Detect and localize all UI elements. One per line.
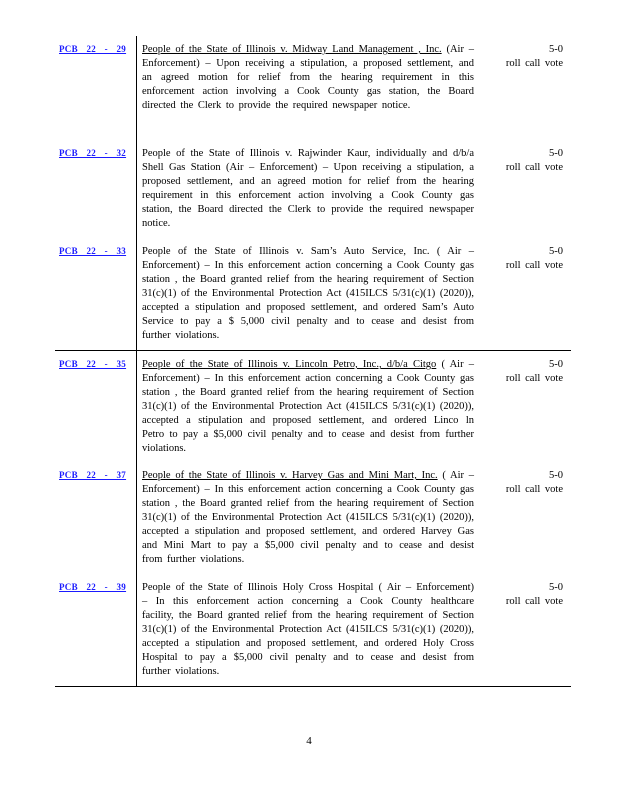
case-body: ( Air – Enforcement) – In this enforcement action concerning a Cook County gas station , the Board granted relief from the hearing requirement of Section 31(c)(1) of the Environmental Protection Act (415ILCS 5/31(c)(1) (2020)), accepted a stipulation and proposed settlement, and ordered Linco ln Petro to pay a $5,000 civil penalty and to cease and desist from further violations. bbox=[142, 359, 474, 454]
vote-type: roll call vote bbox=[505, 162, 563, 173]
table-row bbox=[55, 574, 571, 686]
case-number-link[interactable]: PCB 22 - 39 bbox=[59, 582, 127, 592]
case-number-link[interactable]: PCB 22 - 32 bbox=[59, 148, 127, 158]
case-body: People of the State of Illinois v. Rajwinder Kaur, individually and d/b/a Shell Gas Station (Air – Enforcement) – Upon receiving a stipulation, a proposed settlement, and an agreed motion for relief from the hearing requirement in this enforcement action involving a Cook County gas station, the Board directed the Clerk to provide the required newspaper notice. bbox=[142, 148, 474, 229]
page-number: 4 bbox=[306, 735, 312, 747]
vote-count: 5-0 bbox=[549, 582, 563, 593]
table-row bbox=[55, 140, 571, 238]
case-description bbox=[142, 147, 474, 231]
case-number-link[interactable]: PCB 22 - 37 bbox=[59, 470, 127, 480]
table-row bbox=[55, 36, 571, 140]
vote-count: 5-0 bbox=[549, 359, 563, 370]
case-description bbox=[142, 469, 474, 567]
case-title: People of the State of Illinois v. Harvey Gas and Mini Mart, Inc. bbox=[142, 470, 438, 481]
vote-result bbox=[503, 358, 563, 386]
case-body: ( Air – Enforcement) – In this enforcement action concerning a Cook County gas station , the Board granted relief from the hearing requirement of Section 31(c)(1) of the Environmental Protection Act (415ILCS 5/31(c)(1) (2020)), accepted a stipulation and proposed settlement, and ordered Harvey Gas and Mini Mart to pay a $5,000 civil penalty and to cease and desist from further violations. bbox=[142, 470, 475, 565]
case-body: People of the State of Illinois Holy Cross Hospital ( Air – Enforcement) – In this enforcement action concerning a Cook County healthcare facility, the Board granted relief from the hearing requirement of Section 31(c)(1) of the Environmental Protection Act (415ILCS 5/31(c)(1) (2020)), accepted a stipulation and proposed settlement, and ordered Holy Cross Hospital to pay a $5,000 civil penalty and to cease and desist from further violations. bbox=[142, 582, 474, 677]
vote-result bbox=[503, 581, 563, 609]
case-body: (Air – Enforcement) – Upon receiving a stipulation, a proposed settlement, and an agreed motion for relief from the hearing requirement in this enforcement action involving a Cook County gas station, the Board directed the Clerk to provide the required newspaper notice. bbox=[142, 44, 474, 111]
table-row bbox=[55, 238, 571, 350]
table-row bbox=[55, 462, 571, 574]
case-title: People of the State of Illinois v. Midway Land Management , Inc. bbox=[142, 44, 442, 55]
vote-type: roll call vote bbox=[505, 596, 563, 607]
vote-count: 5-0 bbox=[549, 148, 563, 159]
vote-type: roll call vote bbox=[505, 58, 563, 69]
vote-result bbox=[503, 245, 563, 273]
board-actions-table bbox=[55, 36, 571, 687]
vote-count: 5-0 bbox=[549, 44, 563, 55]
case-description bbox=[142, 245, 474, 343]
case-description bbox=[142, 43, 474, 113]
vote-result bbox=[503, 469, 563, 497]
vote-type: roll call vote bbox=[505, 373, 563, 384]
case-number-link[interactable]: PCB 22 - 35 bbox=[59, 359, 127, 369]
vote-type: roll call vote bbox=[505, 260, 563, 271]
case-title: People of the State of Illinois v. Lincoln Petro, Inc., d/b/a Citgo bbox=[142, 359, 437, 370]
vote-count: 5-0 bbox=[549, 246, 563, 257]
vote-count: 5-0 bbox=[549, 470, 563, 481]
vote-result bbox=[503, 147, 563, 175]
vote-result bbox=[503, 43, 563, 71]
vote-type: roll call vote bbox=[505, 484, 563, 495]
case-description bbox=[142, 581, 474, 679]
case-body: People of the State of Illinois v. Sam’s Auto Service, Inc. ( Air – Enforcement) – In this enforcement action concerning a Cook County gas station , the Board granted relief from the hearing requirement of Section 31(c)(1) of the Environmental Protection Act (415ILCS 5/31(c)(1) (2020)), accepted a stipulation and proposed settlement, and ordered Sam’s Auto Service to pay a $ 5,000 civil penalty and to cease and desist from further violations. bbox=[142, 246, 474, 341]
table-row bbox=[55, 350, 571, 463]
case-description bbox=[142, 358, 474, 456]
case-number-link[interactable]: PCB 22 - 33 bbox=[59, 246, 127, 256]
case-number-link[interactable]: PCB 22 - 29 bbox=[59, 44, 127, 54]
